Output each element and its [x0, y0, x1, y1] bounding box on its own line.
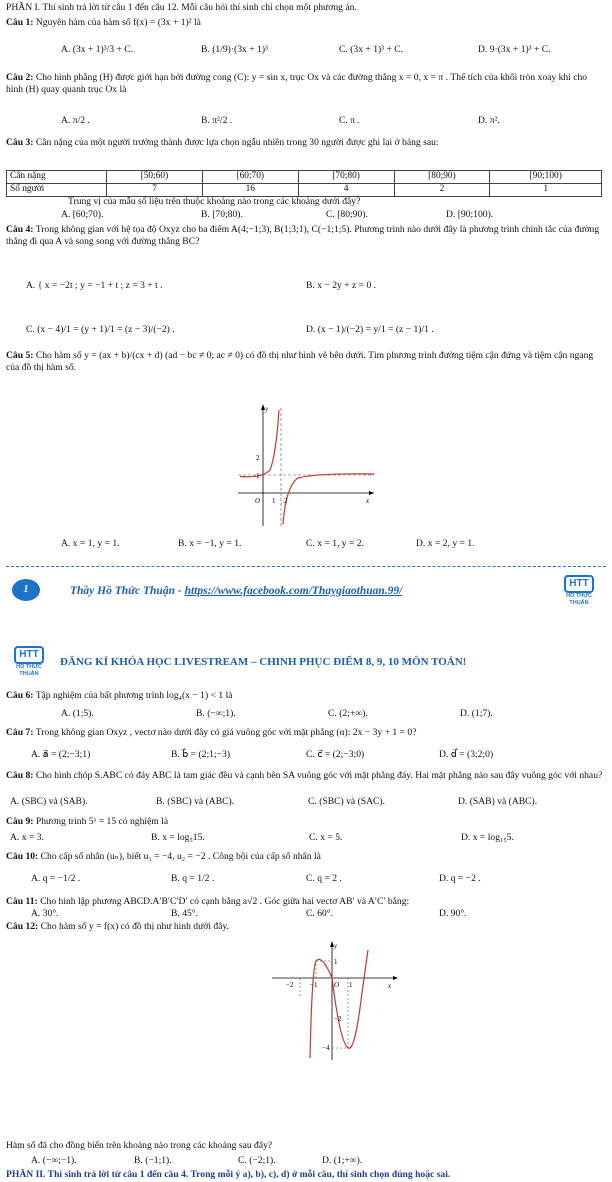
- question-label: Câu 9:: [6, 816, 34, 827]
- option-b[interactable]: B. (−∞;1).: [196, 708, 236, 719]
- option-a[interactable]: A. (SBC) và (SAB).: [10, 796, 88, 807]
- option-b[interactable]: B. x − 2y + z = 0 .: [306, 280, 377, 291]
- option-d[interactable]: D. (SAB) và (ABC).: [458, 796, 538, 807]
- question-7-options: [6, 749, 604, 763]
- logo-text: HTT: [564, 575, 593, 593]
- page-divider: [6, 566, 606, 567]
- x-axis-arrow: [393, 976, 398, 980]
- table-cell: Số người: [7, 183, 107, 196]
- question-label: Câu 3:: [6, 137, 34, 148]
- option-d[interactable]: D. 90°.: [439, 908, 467, 919]
- question-4-options-ab: [6, 280, 604, 294]
- question-2-options: [6, 115, 604, 129]
- option-c[interactable]: C. (−2;1).: [238, 1155, 276, 1166]
- option-a[interactable]: A. (1;5).: [61, 708, 94, 719]
- question-9: [6, 816, 604, 828]
- question-12-options: [6, 1155, 604, 1169]
- option-d[interactable]: D. 9·(3x + 1)³ + C.: [478, 44, 551, 55]
- question-stem: Cho hàm số y = (ax + b)/(cx + d) (ad − bc ≠ 0; ac ≠ 0) có đồ thị như hình vẽ bên dưới. Tìm phương trình đường tiệm cận đứng và tiệm cận ngang của đồ thị hàm số.: [6, 350, 594, 373]
- question-1: [6, 17, 604, 29]
- question-stem: Cân nặng của một người trưởng thành được lựa chọn ngẫu nhiên trong 30 người được ghi lại ở bảng sau:: [35, 137, 439, 148]
- logo-caption: HỒ THỨC THUẬN: [566, 593, 592, 606]
- option-c[interactable]: C. x = 5.: [309, 832, 343, 843]
- option-b[interactable]: B. (1/9)·(3x + 1)³: [201, 44, 268, 55]
- option-a[interactable]: A. 30°.: [31, 908, 59, 919]
- question-stem: Trong không gian Oxyz , vectơ nào dưới đây có giá vuông góc với mặt phẳng (α): 2x − 3y + 1 = 0?: [35, 727, 417, 738]
- page-footer: [0, 577, 612, 607]
- option-d[interactable]: D. (1;+∞).: [322, 1155, 363, 1166]
- question-1-options: [6, 44, 604, 58]
- option-c[interactable]: C. (SBC) và (SAC).: [308, 796, 386, 807]
- question-4-options-cd: [6, 324, 604, 338]
- tick-label: −2: [334, 1015, 342, 1023]
- option-c[interactable]: C. [80;90).: [326, 209, 368, 220]
- question-9-options: [6, 832, 604, 846]
- logo-caption: HỒ THỨC THUẬN: [16, 664, 42, 677]
- option-d[interactable]: D. (x − 1)/(−2) = y/1 = (z − 1)/1 .: [306, 324, 434, 335]
- question-label: Câu 12:: [6, 921, 39, 932]
- option-d[interactable]: D. d⃗ = (3;2;0): [439, 749, 494, 760]
- option-d[interactable]: D. x = log₁₅5.: [461, 832, 514, 843]
- question-3-sub: Trung vị của mẫu số liệu trên thuộc khoảng nào trong các khoảng dưới đây?: [68, 196, 361, 207]
- tick-label: −1: [310, 981, 318, 989]
- tick-label: 1: [334, 958, 338, 966]
- frequency-table: [6, 170, 602, 197]
- teacher-credit: [70, 584, 402, 598]
- option-d[interactable]: D. [90;100).: [446, 209, 494, 220]
- option-c[interactable]: C. q = 2 .: [306, 873, 342, 884]
- facebook-link[interactable]: https://www.facebook.com/Thaygiaothuan.99/: [184, 585, 403, 597]
- tick-label: −4: [322, 1044, 330, 1052]
- option-b[interactable]: B. π²/2 .: [201, 115, 233, 126]
- table-cell: Cân nặng: [7, 171, 107, 184]
- table-row: [7, 183, 602, 196]
- option-a[interactable]: A. a⃗ = (2;−3;1): [31, 749, 91, 760]
- option-b[interactable]: B. x = log₅15.: [151, 832, 205, 843]
- x-axis-label: x: [388, 982, 392, 990]
- question-label: Câu 1:: [6, 17, 34, 28]
- question-label: Câu 6:: [6, 690, 34, 701]
- question-3-options: [6, 209, 604, 223]
- question-label: Câu 4:: [6, 224, 34, 235]
- question-2: [6, 72, 604, 96]
- option-a[interactable]: A. (−∞;−1).: [31, 1155, 77, 1166]
- question-10: [6, 851, 604, 863]
- question-8: [6, 770, 604, 782]
- table-cell: [80;90): [394, 171, 490, 184]
- question-label: Câu 8:: [6, 770, 34, 781]
- part-1-header: PHẦN I. Thí sinh trả lời từ câu 1 đến câu 12. Mỗi câu hỏi thí sinh chỉ chọn một phương án.: [6, 2, 357, 13]
- option-b[interactable]: B. x = −1, y = 1.: [178, 538, 242, 549]
- table-cell: 16: [202, 183, 298, 196]
- page-number: 1: [12, 579, 40, 601]
- teacher-name: Thầy Hồ Thức Thuận -: [70, 585, 185, 597]
- option-a[interactable]: A. [60;70).: [61, 209, 104, 220]
- question-label: Câu 2:: [6, 72, 34, 83]
- tick-label: 1: [272, 497, 276, 505]
- question-7: [6, 727, 604, 739]
- question-10-options: [6, 873, 604, 887]
- question-8-options: [6, 796, 604, 810]
- htt-logo: [556, 575, 602, 605]
- table-cell: [50;60): [107, 171, 203, 184]
- table-cell: 1: [490, 183, 602, 196]
- question-stem: Cho hình phẳng (H) được giới hạn bởi đường cong (C): y = sin x, trục Ox và các đường thẳng x = 0, x = π . Thể tích của khối tròn xoay khi cho hình (H) quay quanh trục Ox là: [6, 72, 588, 95]
- question-label: Câu 5:: [6, 350, 34, 361]
- option-b[interactable]: B. b⃗ = (2;1;−3): [171, 749, 231, 760]
- option-c[interactable]: C. π .: [339, 115, 360, 126]
- table-cell: [60;70): [202, 171, 298, 184]
- table-row: [7, 171, 602, 184]
- question-6: [6, 690, 604, 702]
- question-6-options: [6, 708, 604, 722]
- option-c[interactable]: C. x = 1, y = 2.: [306, 538, 364, 549]
- question-4: [6, 224, 604, 248]
- hyperbola-graph: [238, 400, 378, 528]
- question-3: [6, 137, 604, 149]
- option-b[interactable]: B. (SBC) và (ABC).: [156, 796, 235, 807]
- tick-label: −2: [286, 981, 294, 989]
- table-cell: 7: [107, 183, 203, 196]
- option-d[interactable]: D. (1;7).: [460, 708, 493, 719]
- question-stem: Phương trình 5ˣ = 15 có nghiệm là: [35, 816, 169, 827]
- origin-label: O: [255, 497, 261, 505]
- tick-label: 2: [284, 497, 288, 505]
- tick-label: 1: [256, 472, 260, 480]
- question-12-sub: Hàm số đã cho đồng biến trên khoảng nào trong các khoảng sau đây?: [6, 1140, 273, 1151]
- option-b[interactable]: B. [70;80).: [201, 209, 243, 220]
- question-stem: Cho cấp số nhân (uₙ), biết u₁ = −4, u₂ = −2 . Công bội của cấp số nhân là: [40, 851, 321, 862]
- curve-left-branch: [240, 410, 279, 477]
- function-curve: [310, 950, 368, 1058]
- option-b[interactable]: B. (−1;1).: [134, 1155, 172, 1166]
- y-axis-label: y: [334, 942, 338, 950]
- question-stem: Cho hàm số y = f(x) có đồ thị như hình dưới đây.: [40, 921, 230, 932]
- option-a[interactable]: A. x = 1, y = 1.: [61, 538, 120, 549]
- tick-label: 1: [349, 981, 353, 989]
- question-label: Câu 10:: [6, 851, 39, 862]
- question-label: Câu 7:: [6, 727, 34, 738]
- question-11-options: [6, 908, 604, 922]
- curve-right-branch: [283, 474, 374, 524]
- table-cell: [90;100): [490, 171, 602, 184]
- logo-text: HTT: [14, 646, 43, 664]
- question-label: Câu 11:: [6, 896, 38, 907]
- option-d[interactable]: D. π².: [478, 115, 500, 126]
- question-stem: Cho hình lập phương ABCD.A′B′C′D′ có cạnh bằng a√2 . Góc giữa hai vectơ AB′ và A′C′ bằng:: [40, 896, 410, 907]
- option-d[interactable]: D. q = −2 .: [439, 873, 481, 884]
- question-5-options: [6, 538, 604, 552]
- option-b[interactable]: B. 45°.: [171, 908, 199, 919]
- question-stem: Cho hình chóp S.ABC có đáy ABC là tam giác đều và cạnh bên SA vuông góc với mặt phẳng đáy. Hai mặt phẳng nào sau đây vuông góc với nhau?: [35, 770, 603, 781]
- x-axis-label: x: [366, 497, 370, 505]
- option-d[interactable]: D. x = 2, y = 1.: [416, 538, 475, 549]
- question-11: [6, 896, 604, 908]
- option-c[interactable]: C. 60°.: [306, 908, 334, 919]
- option-a[interactable]: A. (3x + 1)³/3 + C.: [61, 44, 134, 55]
- question-stem: Tập nghiệm của bất phương trình log₄(x − 1) < 1 là: [35, 690, 233, 701]
- question-stem: Nguyên hàm của hàm số f(x) = (3x + 1)² là: [35, 17, 201, 28]
- option-c[interactable]: C. c⃗ = (2;−3;0): [306, 749, 365, 760]
- option-c[interactable]: C. (3x + 1)³ + C.: [339, 44, 404, 55]
- table-cell: 2: [394, 183, 490, 196]
- registration-banner: ĐĂNG KÍ KHÓA HỌC LIVESTREAM – CHINH PHỤC ĐIỂM 8, 9, 10 MÔN TOÁN!: [60, 656, 467, 668]
- option-a[interactable]: A. π/2 .: [61, 115, 90, 126]
- htt-logo: [6, 646, 52, 676]
- origin-label: O: [334, 981, 340, 989]
- question-stem: Trong không gian với hệ tọa độ Oxyz cho ba điểm A(4;−1;3), B(1;3;1), C(−1;1;5). Phương trình nào dưới đây là phương trình chính tắc của đường thẳng đi qua A và song song với đường thẳng BC?: [6, 224, 600, 247]
- x-axis-arrow: [369, 491, 374, 495]
- tick-label: 2: [256, 454, 260, 462]
- table-cell: 4: [298, 183, 394, 196]
- part-2-header: PHẦN II. Thí sinh trả lời từ câu 1 đến câu 4. Trong mỗi ý a), b), c), d) ở mỗi câu, thí sinh chọn đúng hoặc sai.: [6, 1169, 451, 1180]
- option-a[interactable]: A. { x = −2t ; y = −1 + t ; z = 3 + t .: [26, 280, 163, 291]
- y-axis-label: y: [265, 405, 269, 413]
- option-b[interactable]: B. q = 1/2 .: [171, 873, 215, 884]
- option-a[interactable]: A. x = 3.: [10, 832, 44, 843]
- function-graph: [272, 938, 402, 1062]
- question-5: [6, 350, 604, 374]
- table-cell: [70;80): [298, 171, 394, 184]
- option-c[interactable]: C. (x − 4)/1 = (y + 1)/1 = (z − 3)/(−2) .: [26, 324, 175, 335]
- question-12: [6, 921, 604, 933]
- option-c[interactable]: C. (2;+∞).: [328, 708, 368, 719]
- option-a[interactable]: A. q = −1/2 .: [31, 873, 81, 884]
